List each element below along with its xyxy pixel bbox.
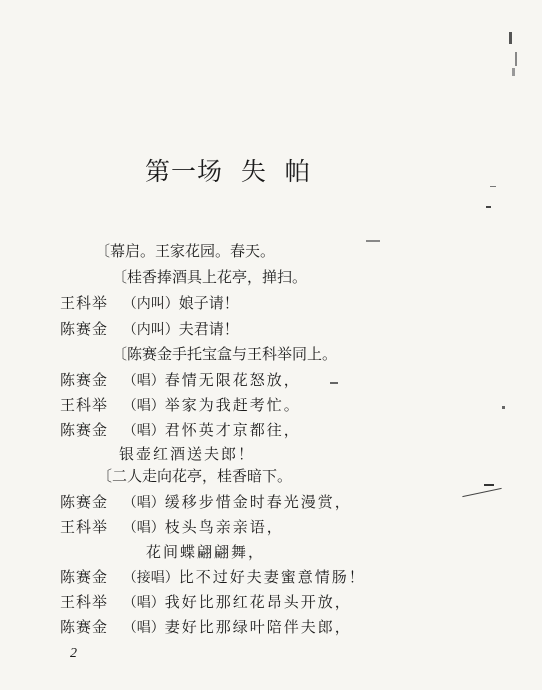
speaker-name: 陈赛金 (60, 618, 109, 636)
dialogue-text: 银壶红酒送夫郎！ (119, 445, 256, 463)
cue-marker: （唱） (122, 373, 165, 389)
dialogue-text: 君怀英才京都往， (164, 421, 301, 439)
speaker-name: 陈赛金 (60, 371, 109, 389)
scan-speck (330, 382, 338, 384)
dialogue-text: 娘子请！ (178, 294, 239, 312)
speaker-name: 陈赛金 (60, 493, 109, 511)
dialogue-line (60, 373, 301, 388)
page-number: 2 (70, 646, 77, 661)
scan-speck (512, 68, 515, 76)
dialogue-text: 缓移步惜金时春光漫赏， (164, 493, 352, 511)
dialogue-line (60, 398, 301, 413)
dialogue-text: 举家为我赶考忙。 (164, 396, 301, 414)
dialogue-text: 夫君请！ (178, 320, 239, 338)
dialogue-text: 枝头鸟亲亲语， (164, 518, 284, 536)
dialogue-text: 我好比那红花昂头开放， (164, 593, 352, 611)
stage-direction-text: 〔陈赛金手托宝盒与王科举同上。 (112, 345, 338, 363)
cue-marker: （唱） (122, 398, 165, 414)
speaker-name: 王科举 (60, 396, 109, 414)
cue-marker: （接唱） (122, 570, 179, 586)
scan-speck (509, 32, 512, 44)
dialogue-line (60, 570, 366, 585)
speaker-name: 王科举 (60, 294, 109, 312)
dialogue-line (60, 595, 352, 610)
dialogue-text: 比不过好夫妻蜜意情肠！ (178, 568, 366, 586)
cue-marker: （唱） (122, 620, 165, 636)
speaker-name: 王科举 (60, 518, 109, 536)
speaker-name: 陈赛金 (60, 568, 109, 586)
stage-direction (112, 270, 307, 285)
stage-direction-text: 〔二人走向花亭，桂香暗下。 (97, 467, 293, 485)
dialogue-line (60, 296, 239, 311)
scan-speck (490, 186, 496, 187)
speaker-name: 陈赛金 (60, 421, 109, 439)
stage-direction (112, 347, 337, 362)
scan-speck (502, 406, 505, 409)
dialogue-text: 妻好比那绿叶陪伴夫郎， (164, 618, 352, 636)
cue-marker: （唱） (122, 595, 165, 611)
speaker-name: 陈赛金 (60, 320, 109, 338)
dialogue-line (60, 620, 352, 635)
dialogue-continuation (146, 545, 265, 560)
dialogue-line (60, 322, 239, 337)
scan-speck (515, 52, 517, 66)
dialogue-continuation (119, 447, 255, 462)
speaker-name: 王科举 (60, 593, 109, 611)
dialogue-line (60, 520, 284, 535)
stage-direction-text: 〔桂香捧酒具上花亭，掸扫。 (112, 268, 308, 286)
scan-speck (486, 206, 491, 208)
cue-marker: （唱） (122, 520, 165, 536)
stage-direction-text: 〔幕启。王家花园。春天。 (95, 242, 276, 260)
stage-direction (95, 244, 275, 259)
scan-speck (484, 484, 494, 486)
dialogue-text: 春情无限花怒放， (164, 371, 301, 389)
dialogue-line (60, 495, 352, 510)
scan-speck (366, 240, 380, 242)
cue-marker: （唱） (122, 495, 165, 511)
scene-title: 第一场 失 帕 (145, 157, 311, 186)
dialogue-text: 花间蝶翩翩舞， (146, 543, 266, 561)
stage-direction (97, 469, 292, 484)
cue-marker: （内叫） (122, 322, 179, 338)
cue-marker: （内叫） (122, 296, 179, 312)
scan-speck (462, 488, 501, 497)
dialogue-line (60, 423, 301, 438)
cue-marker: （唱） (122, 423, 165, 439)
